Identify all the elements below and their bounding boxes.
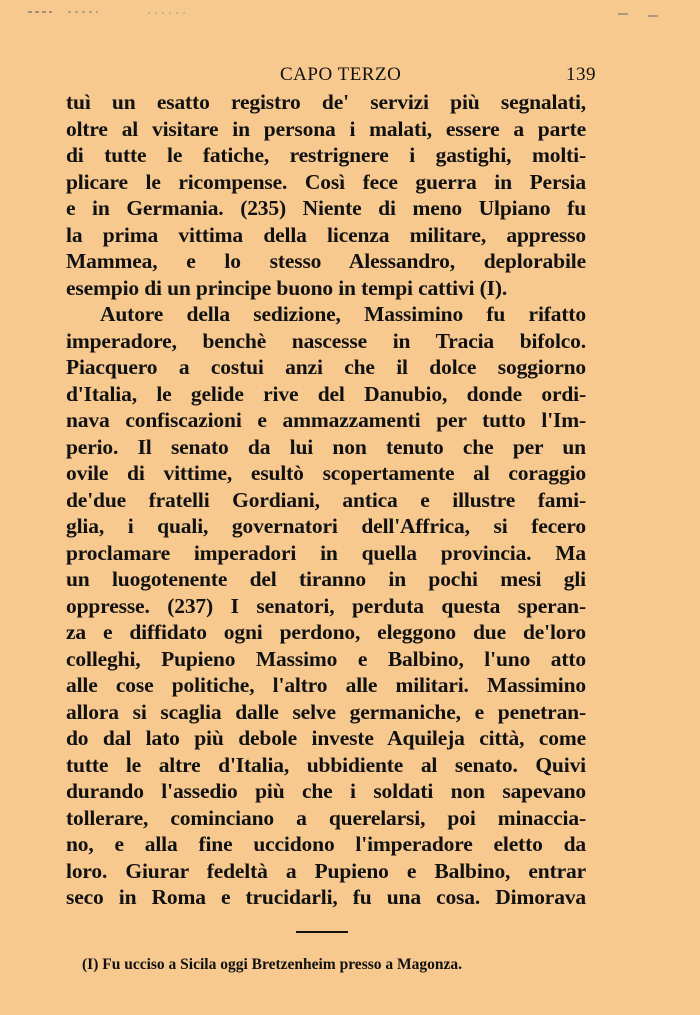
text-line: e in Germania. (235) Niente di meno Ulpiano fu [66,196,586,220]
text-line: colleghi, Pupieno Massimo e Balbino, l'uno atto [66,646,586,671]
body-text [66,89,586,911]
text-line: oltre al visitare in persona i malati, essere a parte [66,116,586,141]
footnote: (I) Fu ucciso a Sicila oggi Bretzenheim presso a Magonza. [82,956,463,973]
text-line: de'due fratelli Gordiani, antica e illustre fami- [66,487,586,512]
text-line: tuì un esatto registro de' servizi più segnalati, [66,90,586,114]
text-line: Mammea, e lo stesso Alessandro, deplorabile [66,249,586,273]
text-line: un luogotenente del tiranno in pochi mesi gli [66,567,586,591]
text-line: la prima vittima della licenza militare, appresso [66,222,586,247]
chapter-title: CAPO TERZO [280,64,402,85]
text-line: plicare le ricompense. Così fece guerra in Persia [66,169,586,194]
text-line: do dal lato più debole investe Aquileja città, come [66,726,586,750]
text-line: oppresse. (237) I senatori, perduta questa speran- [66,593,586,618]
footnote-rule [296,931,348,933]
text-line: esempio di un principe buono in tempi cattivi (I). [66,275,508,300]
text-line: glia, i quali, governatori dell'Affrica, si fecero [66,514,586,538]
text-line: seco in Roma e trucidarli, fu una cosa. Dimorava [66,885,586,909]
text-line: Autore della sedizione, Massimino fu rifatto [100,302,586,326]
text-line: proclamare imperadori in quella provincia. Ma [66,540,586,565]
text-line: tollerare, cominciano a querelarsi, poi minaccia- [66,805,586,830]
scan-specks [28,8,688,20]
text-line: durando l'assedio più che i soldati non sapevano [66,779,586,803]
text-line: d'Italia, le gelide rive del Danubio, donde ordi- [66,381,586,406]
running-header [66,60,596,90]
text-line: Piacquero a costui anzi che il dolce soggiorno [66,355,586,379]
text-line: no, e alla fine uccidono l'imperadore eletto da [66,832,586,856]
text-line: ovile di vittime, esultò scopertamente al coraggio [66,461,586,485]
text-line: nava confiscazioni e ammazzamenti per tutto l'Im- [66,408,586,432]
text-line: loro. Giurar fedeltà a Pupieno e Balbino, entrar [66,858,586,883]
text-line: tutte le altre d'Italia, ubbidiente al senato. Quivi [66,752,586,777]
page-number: 139 [566,64,596,85]
text-line: imperadore, benchè nascesse in Tracia bifolco. [66,328,586,353]
text-line: perio. Il senato da lui non tenuto che per un [66,434,586,459]
text-line: di tutte le fatiche, restrignere i gastighi, molti- [66,143,586,167]
text-line: za e diffidato ogni perdono, eleggono due de'loro [66,620,586,644]
text-line: alle cose politiche, l'altro alle militari. Massimino [66,673,586,697]
text-line: allora si scaglia dalle selve germaniche, e penetran- [66,699,586,724]
